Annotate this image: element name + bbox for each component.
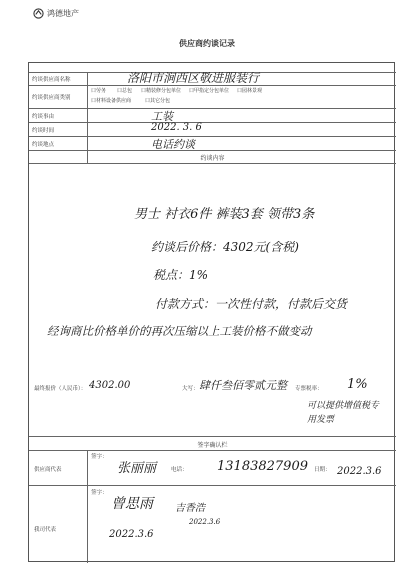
supplier-signature: 张丽丽 xyxy=(117,461,157,476)
record-form xyxy=(28,62,395,562)
company-logo xyxy=(33,8,79,19)
reason-label: 约谈事由 xyxy=(32,114,55,120)
divider xyxy=(29,163,396,164)
document-title: 供应商约谈记录 xyxy=(179,39,235,48)
content-line: 付款方式：一次性付款，付款后交货 xyxy=(155,297,348,311)
our-signature-1: 曾思雨 xyxy=(111,496,153,512)
supplier-sign-label: 签字： xyxy=(91,454,108,460)
date-label: 日期： xyxy=(314,467,331,473)
content-section-title: 约谈内容 xyxy=(200,155,225,162)
content-line: 经询商比价格单价的再次压缩以上工装价格不做变动 xyxy=(47,324,312,338)
phone-value: 13183827909 xyxy=(217,459,308,474)
content-line: 男士 衬衣6件 裤装3套 领带3条 xyxy=(134,207,315,222)
column-divider xyxy=(87,72,88,163)
category-option: 口其它分包 xyxy=(145,98,171,104)
reason-value: 工装 xyxy=(151,110,173,123)
logo-text: 鸿德地产 xyxy=(47,9,79,18)
supplier-date-value: 2022.3.6 xyxy=(337,466,382,477)
divider xyxy=(29,108,396,109)
tax-rate-value: 1% xyxy=(347,377,368,392)
location-label: 约谈地点 xyxy=(32,142,55,148)
signature-section-title: 签字确认栏 xyxy=(197,442,228,449)
divider xyxy=(29,485,396,486)
uppercase-value: 肆仟叁佰零贰元整 xyxy=(199,379,287,392)
divider xyxy=(29,150,396,151)
divider xyxy=(29,450,396,451)
uppercase-label: 大写： xyxy=(182,386,199,392)
supplier-category-label: 约谈供应商类别 xyxy=(32,95,71,101)
time-value: 2022. 3. 6 xyxy=(151,122,202,133)
our-date-value-1: 2022.3.6 xyxy=(109,529,154,540)
final-offer-label: 最终报价（人民币）： xyxy=(34,386,87,392)
our-rep-label: 我司代表 xyxy=(34,527,57,533)
category-option: 口甲指定分包单位 xyxy=(189,88,230,94)
content-line: 约谈后价格：4302元(含税) xyxy=(151,240,299,254)
final-offer-value: 4302.00 xyxy=(89,380,131,391)
tax-rate-label: 专票税率： xyxy=(295,386,323,392)
category-option: 口劳务 xyxy=(91,88,107,94)
phone-label: 电话： xyxy=(171,467,188,473)
category-option: 口总包 xyxy=(117,88,133,94)
category-option: 口园林景观 xyxy=(237,88,263,94)
our-sign-label: 签字： xyxy=(91,490,108,496)
category-option: 口精装修分包单位 xyxy=(141,88,182,94)
logo-mark-icon xyxy=(33,8,44,19)
our-date-value-2: 2022.3.6 xyxy=(189,518,221,526)
supplier-name-label: 约谈供应商名称 xyxy=(32,77,71,83)
column-divider xyxy=(87,450,88,563)
supplier-rep-label: 供应商代表 xyxy=(34,467,62,473)
tax-note: 可以提供增值税专用发票 xyxy=(307,401,380,425)
our-signature-2: 吉香浩 xyxy=(175,503,205,514)
content-line: 税点：1% xyxy=(153,268,209,282)
divider xyxy=(29,122,396,123)
divider xyxy=(29,436,396,437)
supplier-name-value: 洛阳市涧西区敬进服装行 xyxy=(127,71,260,85)
location-value: 电话约谈 xyxy=(151,138,195,151)
divider xyxy=(29,136,396,137)
category-option: 口材料设备供应商 xyxy=(91,98,132,104)
time-label: 约谈时间 xyxy=(32,128,55,134)
